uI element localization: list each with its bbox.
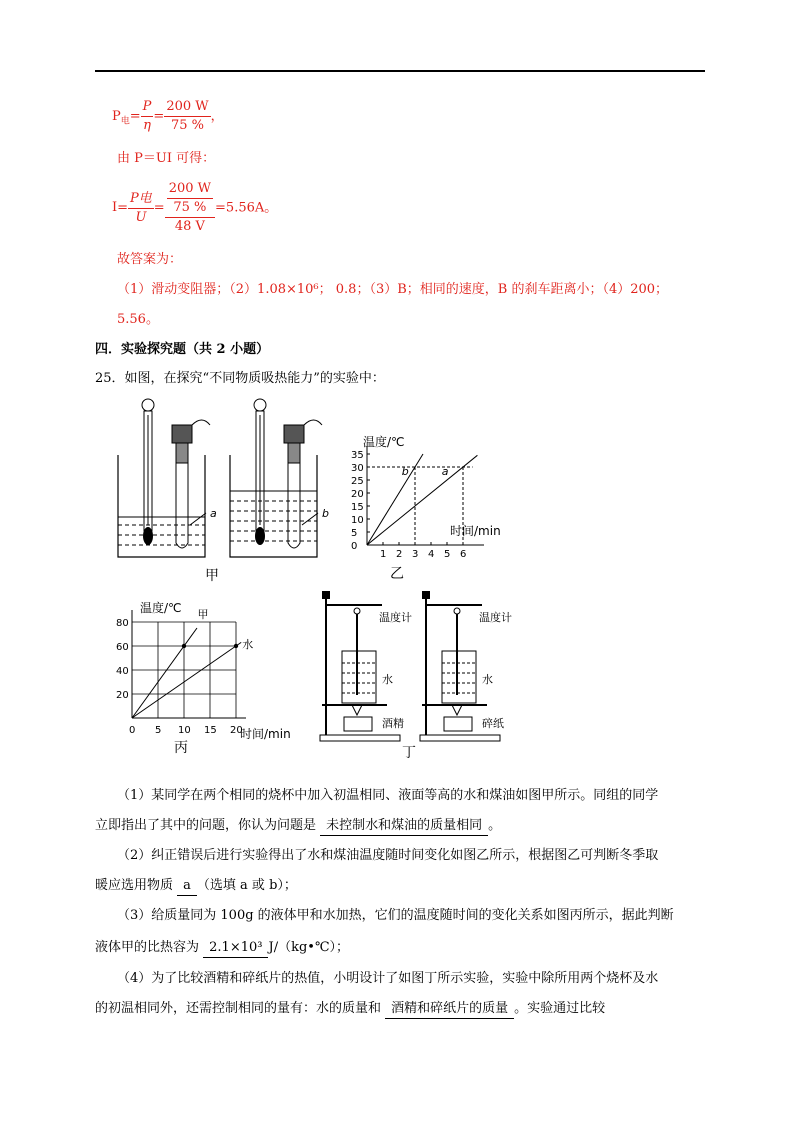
yi-x-tick-label: 2 <box>396 549 403 560</box>
q1-line-b: 立即指出了其中的问题，你认为问题是 未控制水和煤油的质量相同 。 <box>95 817 501 836</box>
bing-y-tick-label: 20 <box>116 690 129 701</box>
figure-jia <box>110 395 340 585</box>
yi-y-tick-label: 30 <box>351 463 364 474</box>
answer-label: 故答案为： <box>117 252 183 267</box>
apparatus-paper <box>420 591 512 741</box>
answer-line-1: （1）滑动变阻器；（2）1.08×10⁶； 0.8；（3）B；相同的速度，B 的刹车距离小；（4）200； <box>117 282 669 297</box>
yi-y-tick-label: 0 <box>351 541 358 552</box>
p-elec-formula: $P_电=$ $\frac{P}{\eta}$ = $\frac{200 W}{75 \%}$ ， <box>112 99 224 133</box>
q3-line-b: 液体甲的比热容为 2.1×10³ J/（kg•℃）； <box>95 939 349 958</box>
frac-p-u: $\frac{\text{P电}}{U}$ <box>130 190 152 225</box>
i-result: 5.56A。 <box>225 200 278 216</box>
q2-line-a: （2）纠正错误后进行实验得出了水和煤油温度随时间变化如图乙所示，根据图乙可判断冬季取 <box>117 848 659 863</box>
yi-x-tick-label: 3 <box>412 549 419 560</box>
yi-x-tick-label: 4 <box>428 549 435 560</box>
yi-y-tick-label: 35 <box>351 450 364 461</box>
yi-y-tick-label: 20 <box>351 489 364 500</box>
bing-x-tick-label: 10 <box>178 725 191 736</box>
ding-thermo-1: 温度计 <box>379 611 412 624</box>
ding-water-2: 水 <box>482 673 493 686</box>
q2-answer: a <box>177 877 197 896</box>
caption-yi: 乙 <box>390 566 404 582</box>
i-formula: I= $\frac{\text{P电}}{U}$ = $\frac{\frac{200 W}{75 \%}}{48 V}$ =5.56A。 <box>112 181 278 234</box>
yi-series-label-a: a <box>441 464 449 478</box>
bing-series-line <box>132 628 197 718</box>
bing-series-line <box>132 642 241 718</box>
q4-line-a: （4）为了比较酒精和碎纸片的热值，小明设计了如图丁所示实验，实验中除所用两个烧杯及水 <box>117 971 659 986</box>
bing-series-point <box>234 644 238 648</box>
q3-answer: 2.1×10³ <box>203 939 268 958</box>
yi-y-tick-label: 10 <box>351 515 364 526</box>
q1-answer: 未控制水和煤油的质量相同 <box>320 817 488 836</box>
section-title: 四．实验探究题（共 2 小题） <box>95 342 270 357</box>
apparatus-alcohol <box>320 591 412 741</box>
caption-bing: 丙 <box>174 740 188 756</box>
frac-200-75: $\frac{200 W}{75 \%}$ <box>166 99 209 133</box>
chart-bing <box>110 598 310 758</box>
ding-thermo-2: 温度计 <box>479 611 512 624</box>
yi-x-tick-label: 6 <box>460 549 467 560</box>
bing-ylabel: 温度/℃ <box>140 601 182 615</box>
bing-x-tick-label: 5 <box>155 725 162 736</box>
yi-x-tick-label: 5 <box>444 549 451 560</box>
yi-series-label-b: b <box>401 464 409 478</box>
bing-series-label-water: 水 <box>242 638 254 651</box>
bing-xlabel: 时间/min <box>240 727 291 741</box>
bing-series-point <box>182 644 186 648</box>
from-text: 由 P＝UI 可得： <box>117 151 216 166</box>
yi-ylabel: 温度/℃ <box>363 435 405 449</box>
beaker-b <box>230 399 329 557</box>
chart-yi <box>335 432 525 582</box>
bing-x-tick-label: 20 <box>230 725 243 736</box>
yi-xlabel: 时间/min <box>450 524 501 538</box>
q3-line-a: （3）给质量同为 100g 的液体甲和水加热，它们的温度随时间的变化关系如图丙所示，据此判断 <box>117 908 674 923</box>
beaker-a <box>118 399 217 557</box>
yi-y-tick-label: 25 <box>351 476 364 487</box>
caption-jia: 甲 <box>205 568 219 584</box>
bing-x-tick-label: 15 <box>204 725 217 736</box>
q4-line-b: 的初温相同外，还需控制相同的量有：水的质量和 酒精和碎纸片的质量 。实验通过比较 <box>95 1000 605 1019</box>
q4-answer: 酒精和碎纸片的质量 <box>385 1000 514 1019</box>
p-symbol: P <box>112 109 121 124</box>
header-rule <box>95 70 705 72</box>
ding-water-1: 水 <box>382 673 393 686</box>
bing-y-tick-label: 40 <box>116 666 129 677</box>
question-25-title: 25．如图，在探究“不同物质吸热能力”的实验中： <box>95 371 385 386</box>
label-a: a <box>210 507 217 520</box>
bing-y-tick-label: 80 <box>116 618 129 629</box>
p-sub: 电 <box>120 116 130 127</box>
caption-ding: 丁 <box>402 745 416 760</box>
q1-line-a: （1）某同学在两个相同的烧杯中加入初温相同、液面等高的水和煤油如图甲所示。同组的同学 <box>117 788 659 803</box>
yi-y-tick-label: 15 <box>351 502 364 513</box>
q2-line-b: 暖应选用物质 a （选填 a 或 b）； <box>95 877 297 896</box>
frac-p-eta: $\frac{P}{\eta}$ <box>142 99 152 133</box>
ding-alcohol: 酒精 <box>382 717 404 730</box>
figure-ding <box>312 585 512 760</box>
yi-y-tick-label: 5 <box>351 528 358 539</box>
ding-paper: 碎纸 <box>482 717 504 730</box>
yi-x-tick-label: 1 <box>380 549 387 560</box>
bing-x-tick-label: 0 <box>129 725 136 736</box>
frac-nested: $\frac{\frac{200 W}{75 \%}}{48 V}$ <box>165 180 215 236</box>
bing-series-label-jia: 甲 <box>197 608 209 621</box>
answer-line-2: 5.56。 <box>117 312 159 327</box>
bing-y-tick-label: 60 <box>116 642 129 653</box>
label-b: b <box>322 507 329 520</box>
